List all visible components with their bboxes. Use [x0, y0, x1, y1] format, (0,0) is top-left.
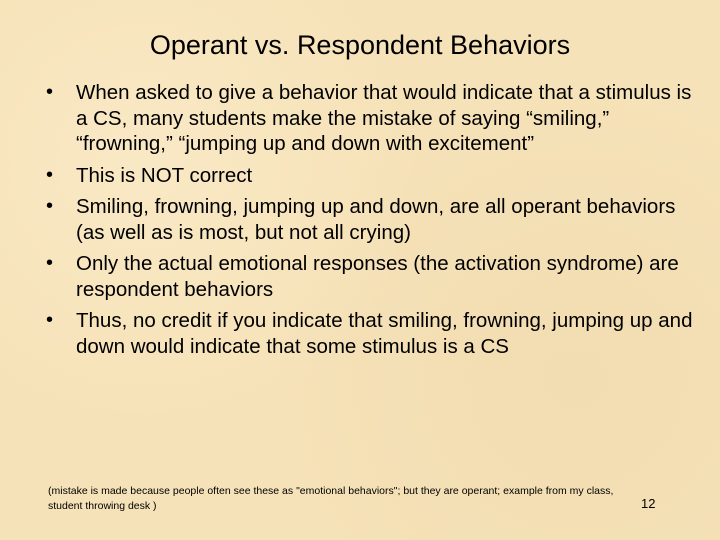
bullet-text: Smiling, frowning, jumping up and down, are all operant behaviors (as well as is most, but not all crying) [76, 195, 676, 244]
bullet-item [44, 80, 694, 157]
bullet-list [44, 80, 694, 365]
slide-title: Operant vs. Respondent Behaviors [149, 30, 571, 60]
bullet-icon: • [46, 163, 54, 186]
bullet-icon: • [46, 81, 54, 103]
footnote: (mistake is made because people often see these as "emotional behaviors"; but they are operant; example from my class, student throwing desk ) [48, 485, 614, 512]
page-number: 12 [641, 496, 656, 511]
bullet-icon: • [46, 195, 54, 217]
bullet-text: Only the actual emotional responses (the activation syndrome) are respondent behaviors [76, 252, 679, 301]
bullet-item [44, 308, 694, 359]
bullet-icon: • [46, 309, 54, 331]
bullet-item [44, 194, 694, 245]
bullet-text: Thus, no credit if you indicate that smiling, frowning, jumping up and down would indicate that some stimulus is a CS [76, 309, 693, 358]
bullet-text: When asked to give a behavior that would indicate that a stimulus is a CS, many students make the mistake of saying “smiling,” “frowning,” “jumping up and down with excitement” [76, 81, 692, 155]
bullet-item [44, 163, 694, 189]
bullet-icon: • [46, 252, 54, 274]
bullet-item [44, 251, 694, 302]
bullet-text: This is NOT correct [76, 163, 253, 187]
